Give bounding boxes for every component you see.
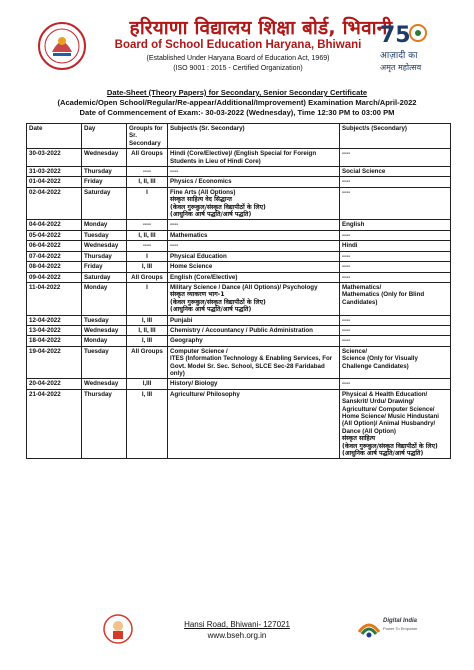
cell-sec-subjects <box>340 315 451 325</box>
subject-line: ---- <box>170 221 179 229</box>
cell-sr-subjects <box>168 230 340 240</box>
subject-line: Science (Only for Visually Challenge Candidates) <box>342 355 418 370</box>
cell-day: Thursday <box>82 389 127 459</box>
cell-day: Wednesday <box>82 325 127 335</box>
header-group: Group/s for Sr. Secondary <box>127 124 168 149</box>
subject-line: Geography <box>170 337 203 345</box>
subject-line: Computer Science / <box>170 347 228 355</box>
cell-sr-subjects <box>168 187 340 220</box>
cell-date: 04-04-2022 <box>27 220 82 230</box>
cell-group: I, II, III <box>127 177 168 187</box>
cell-sr-subjects <box>168 389 340 459</box>
cell-group: I,III <box>127 379 168 389</box>
cell-group: ---- <box>127 220 168 230</box>
subject-line: Physics / Economics <box>170 178 232 186</box>
cell-sr-subjects <box>168 149 340 167</box>
cell-group: I, III <box>127 336 168 346</box>
subject-line: ---- <box>342 380 351 388</box>
cell-sec-subjects <box>340 379 451 389</box>
cell-sec-subjects <box>340 389 451 459</box>
cell-sec-subjects <box>340 336 451 346</box>
table-row <box>27 220 451 230</box>
cell-sr-subjects <box>168 346 340 379</box>
table-row <box>27 187 451 220</box>
cell-group: I, III <box>127 389 168 459</box>
emblem-text-1: आज़ादी का <box>380 51 418 61</box>
cell-day: Saturday <box>82 272 127 282</box>
cell-sr-subjects <box>168 262 340 272</box>
subject-line: ---- <box>342 252 351 260</box>
cell-date: 05-04-2022 <box>27 230 82 240</box>
board-seal-logo <box>38 22 86 70</box>
cell-date: 18-04-2022 <box>27 336 82 346</box>
cell-day: Friday <box>82 177 127 187</box>
cell-date: 01-04-2022 <box>27 177 82 187</box>
subject-line: ---- <box>342 263 351 271</box>
subject-line: History/ Biology <box>170 380 218 388</box>
table-row <box>27 262 451 272</box>
cell-date: 09-04-2022 <box>27 272 82 282</box>
subject-line: ---- <box>342 188 351 196</box>
table-body <box>27 149 451 459</box>
table-row <box>27 272 451 282</box>
subject-line: English <box>342 221 365 229</box>
header-sec-subjects: Subject/s (Secondary) <box>340 124 451 149</box>
azadi-ka-amrit-mahotsav-logo <box>376 18 438 78</box>
table-row <box>27 230 451 240</box>
page-header <box>0 0 474 80</box>
datesheet-table <box>26 123 451 459</box>
cell-date: 20-04-2022 <box>27 379 82 389</box>
cell-group: All Groups <box>127 149 168 167</box>
swachh-mascot-logo <box>103 614 133 644</box>
subject-line: संस्कृत साहित्य <box>342 435 376 443</box>
cell-date: 21-04-2022 <box>27 389 82 459</box>
subject-line: ---- <box>342 273 351 281</box>
table-header-row <box>27 124 451 149</box>
subject-line: (केवल गुरूकुल/संस्कृत विद्यापीठों के लिए) <box>170 203 266 211</box>
cell-day: Saturday <box>82 187 127 220</box>
cell-day: Wednesday <box>82 241 127 251</box>
cell-day: Thursday <box>82 167 127 177</box>
cell-sr-subjects <box>168 177 340 187</box>
table-row <box>27 241 451 251</box>
board-title-english: Board of School Education Haryana, Bhiwani <box>114 39 362 51</box>
cell-day: Monday <box>82 220 127 230</box>
datesheet-title: Date-Sheet (Theory Papers) for Secondary, Senior Secondary Certificate <box>106 88 368 97</box>
cell-sec-subjects <box>340 346 451 379</box>
cell-sec-subjects <box>340 262 451 272</box>
table-row <box>27 315 451 325</box>
subject-line: ---- <box>170 168 179 176</box>
subject-line: Mathematics (Only for Blind Candidates) <box>342 291 425 306</box>
cell-date: 19-04-2022 <box>27 346 82 379</box>
subject-line: ---- <box>170 242 179 250</box>
cell-group: I <box>127 251 168 261</box>
cell-date: 30-03-2022 <box>27 149 82 167</box>
cell-date: 08-04-2022 <box>27 262 82 272</box>
subject-line: ---- <box>342 231 351 239</box>
cell-sec-subjects <box>340 325 451 335</box>
cell-group: I <box>127 187 168 220</box>
cell-sec-subjects <box>340 241 451 251</box>
digital-india-tagline: Power To Empower <box>383 626 418 631</box>
subject-line: (केवल गुरूकुल/संस्कृत विद्यापीठों के लिए) <box>170 298 266 306</box>
cell-group: I, II, III <box>127 230 168 240</box>
subject-line: Home Science <box>170 263 213 271</box>
subject-line: ---- <box>342 326 351 334</box>
table-row <box>27 346 451 379</box>
cell-sec-subjects <box>340 187 451 220</box>
cell-sr-subjects <box>168 251 340 261</box>
digital-india-icon <box>357 618 381 640</box>
cell-group: ---- <box>127 167 168 177</box>
subject-line: Social Science <box>342 168 386 176</box>
subject-line: Chemistry / Accountancy / Public Administration <box>170 326 313 334</box>
cell-sr-subjects <box>168 272 340 282</box>
page-footer <box>0 606 474 670</box>
cell-group: All Groups <box>127 346 168 379</box>
cell-date: 31-03-2022 <box>27 167 82 177</box>
subject-line: संस्कृत साहित्य वेद सिद्धान्त <box>170 196 232 204</box>
datesheet-commencement: Date of Commencement of Exam:- 30-03-2022 (Wednesday), Time 12:30 PM to 03:00 PM <box>79 108 395 117</box>
cell-sec-subjects <box>340 177 451 187</box>
cell-group: I, III <box>127 315 168 325</box>
subject-line: Fine Arts (All Options) <box>170 188 236 196</box>
cell-group: ---- <box>127 241 168 251</box>
board-title-hindi: हरियाणा विद्यालय शिक्षा बोर्ड, भिवानी <box>129 17 393 39</box>
subject-line: संस्कृत व्याकरण भाग-1 <box>170 291 225 299</box>
subject-line: Physical & Health Education/ Sanskrit/ Urdu/ Drawing/ Agriculture/ Computer Science/ Home Science/ Music Hindustani (All Option)/ Animal Husbandry/ Dance (All Option) <box>342 390 439 435</box>
cell-date: 11-04-2022 <box>27 282 82 315</box>
cell-group: I, II, III <box>127 325 168 335</box>
cell-sr-subjects <box>168 220 340 230</box>
subject-line: ---- <box>342 178 351 186</box>
cell-sr-subjects <box>168 241 340 251</box>
footer-website[interactable]: www.bseh.org.in <box>207 631 267 640</box>
subject-line: Mathematics/ <box>342 283 382 291</box>
subject-line: (आधुनिक आर्ष पद्धति/आर्ष पद्धति) <box>170 306 252 314</box>
cell-group: I <box>127 282 168 315</box>
cell-sr-subjects <box>168 282 340 315</box>
cell-date: 06-04-2022 <box>27 241 82 251</box>
table-row <box>27 167 451 177</box>
cell-sr-subjects <box>168 379 340 389</box>
subject-line: Hindi <box>342 242 358 250</box>
cell-day: Wednesday <box>82 379 127 389</box>
subject-line: ITES (Information Technology & Enabling Services, For Govt. Model Sr. Sec. School, SLCE Sec-28 Faridabad only) <box>170 355 333 377</box>
cell-sr-subjects <box>168 167 340 177</box>
cell-day: Tuesday <box>82 315 127 325</box>
table-row <box>27 389 451 459</box>
table-row <box>27 282 451 315</box>
subject-line: Physical Education <box>170 252 227 260</box>
cell-date: 02-04-2022 <box>27 187 82 220</box>
subject-line: Science/ <box>342 347 368 355</box>
cell-sec-subjects <box>340 230 451 240</box>
subject-line: Military Science / Dance (All Options)/ Psychology <box>170 283 318 291</box>
subject-line: (केवल गुरूकुल/संस्कृत विद्यापीठों के लिए)(आधुनिक आर्ष पद्धति/आर्ष पद्धति) <box>342 442 438 458</box>
table-row <box>27 149 451 167</box>
table-row <box>27 336 451 346</box>
subject-line: Punjabi <box>170 316 193 324</box>
header-day: Day <box>82 124 127 149</box>
cell-sr-subjects <box>168 315 340 325</box>
subject-line: English (Core/Elective) <box>170 273 238 281</box>
emblem-text-2: अमृत महोत्सव <box>380 63 422 72</box>
subject-line: ---- <box>342 316 351 324</box>
cell-day: Monday <box>82 282 127 315</box>
cell-sr-subjects <box>168 336 340 346</box>
cell-day: Thursday <box>82 251 127 261</box>
table-row <box>27 251 451 261</box>
subject-line: Hindi (Core/Elective)/ (English Special for Foreign Students in Lieu of Hindi Core) <box>170 150 317 165</box>
table-row <box>27 177 451 187</box>
cell-day: Monday <box>82 336 127 346</box>
header-sr-subjects: Subject/s (Sr. Secondary) <box>168 124 340 149</box>
footer-address: Hansi Road, Bhiwani- 127021 <box>184 620 290 629</box>
cell-group: All Groups <box>127 272 168 282</box>
subject-line: (आधुनिक आर्ष पद्धति/आर्ष पद्धति) <box>170 211 252 219</box>
subject-line: Agriculture/ Philosophy <box>170 390 240 398</box>
subject-line: ---- <box>342 337 351 345</box>
cell-sec-subjects <box>340 272 451 282</box>
established-note: (Established Under Haryana Board of Education Act, 1969) <box>146 55 330 62</box>
subject-line: ---- <box>342 150 351 158</box>
iso-note: (ISO 9001 : 2015 - Certified Organization) <box>173 65 303 72</box>
cell-sec-subjects <box>340 251 451 261</box>
cell-day: Friday <box>82 262 127 272</box>
cell-sec-subjects <box>340 167 451 177</box>
cell-sec-subjects <box>340 282 451 315</box>
table-row <box>27 379 451 389</box>
subject-line: Mathematics <box>170 231 208 239</box>
cell-day: Tuesday <box>82 230 127 240</box>
cell-group: I, III <box>127 262 168 272</box>
cell-date: 07-04-2022 <box>27 251 82 261</box>
cell-sr-subjects <box>168 325 340 335</box>
cell-sec-subjects <box>340 149 451 167</box>
cell-day: Wednesday <box>82 149 127 167</box>
emblem-number: 75 <box>380 23 411 48</box>
cell-date: 13-04-2022 <box>27 325 82 335</box>
datesheet-exam-types: (Academic/Open School/Regular/Re-appear/Additional/Improvement) Examination March/April-2022 <box>57 98 417 107</box>
table-row <box>27 325 451 335</box>
cell-date: 12-04-2022 <box>27 315 82 325</box>
header-date: Date <box>27 124 82 149</box>
cell-day: Tuesday <box>82 346 127 379</box>
cell-sec-subjects <box>340 220 451 230</box>
digital-india-text: Digital India <box>383 618 418 624</box>
